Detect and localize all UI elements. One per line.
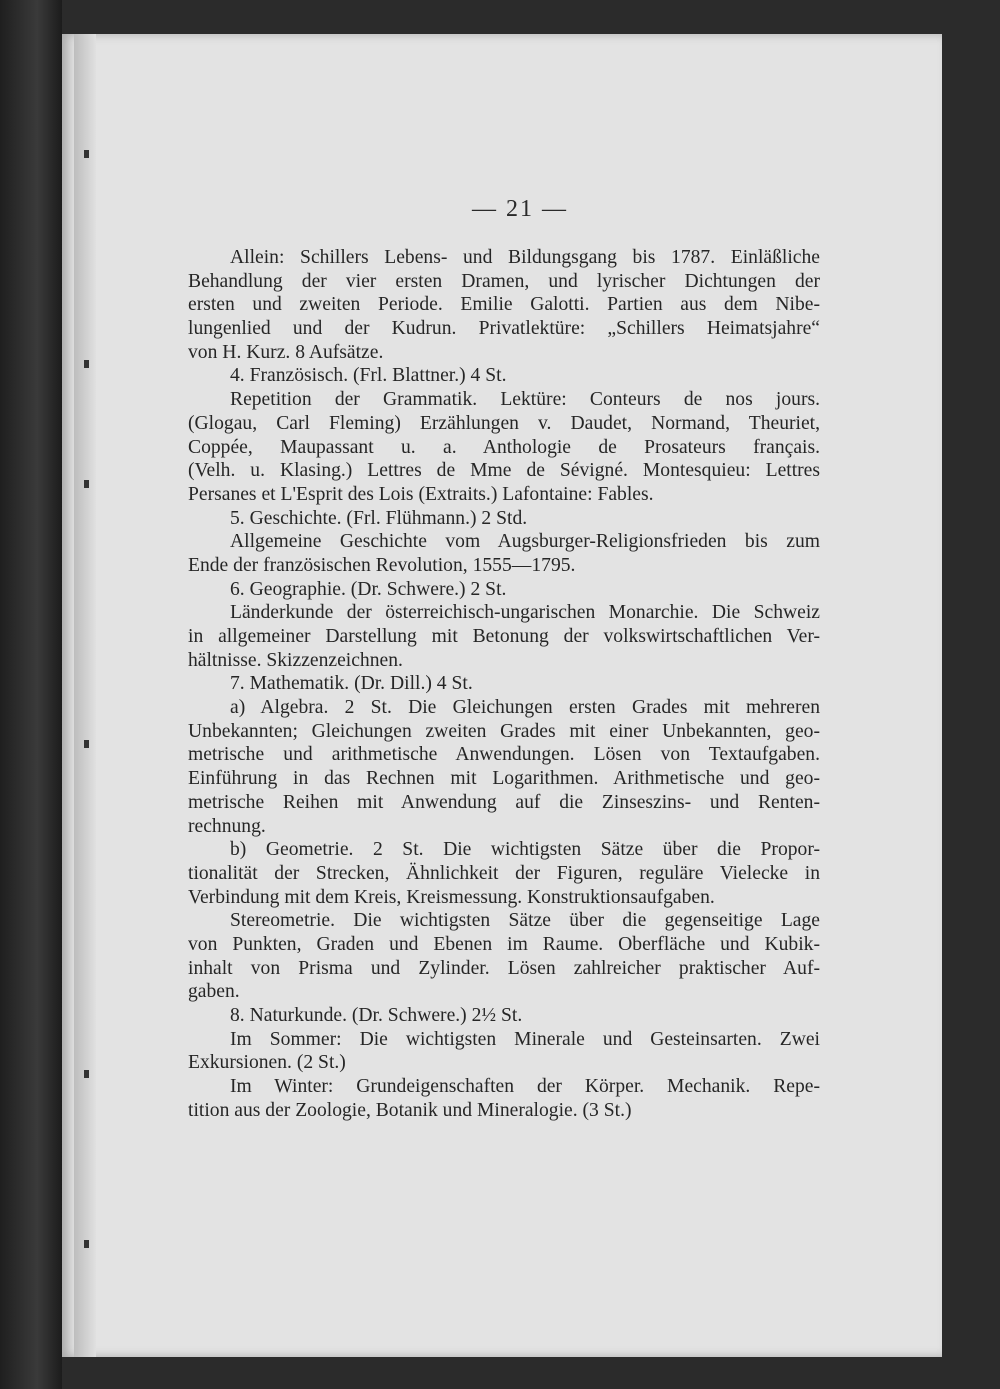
text-line: gaben. <box>188 981 240 1003</box>
text-line: Ende der französischen Revolution, 1555—1795. <box>188 554 576 576</box>
text-line: Behandlung der vier ersten Dramen, und lyrischer Dichtungen der <box>188 270 820 292</box>
binding-mark <box>84 1070 89 1078</box>
text-line: metrische und arithmetische Anwendungen. Lösen von Textaufgaben. <box>188 744 820 766</box>
text-line: Allein: Schillers Lebens- und Bildungsgang bis 1787. Einläßliche <box>230 247 820 268</box>
text-line: Länderkunde der österreichisch-ungarischen Monarchie. Die Schweiz <box>230 602 820 624</box>
scan-background <box>0 0 62 1389</box>
text-line: von Punkten, Graden und Ebenen im Raume. Oberfläche und Kubik- <box>188 933 820 955</box>
text-line: 8. Naturkunde. (Dr. Schwere.) 2½ St. <box>230 1005 523 1026</box>
text-line: inhalt von Prisma und Zylinder. Lösen zahlreicher praktischer Auf- <box>188 957 820 979</box>
binding-mark <box>84 150 89 158</box>
binding-mark <box>84 480 89 488</box>
text-line: 7. Mathematik. (Dr. Dill.) 4 St. <box>230 673 473 695</box>
text-line: lungenlied und der Kudrun. Privatlektüre: „Schillers Heimatsjahre“ <box>188 318 820 340</box>
text-line: rechnung. <box>188 815 266 837</box>
text-line: von H. Kurz. 8 Aufsätze. <box>188 341 384 363</box>
text-line: b) Geometrie. 2 St. Die wichtigsten Sätze über die Propor- <box>230 839 820 861</box>
binding-mark <box>84 1240 89 1248</box>
text-line: Exkursionen. (2 St.) <box>188 1052 346 1074</box>
binding-mark <box>84 740 89 748</box>
text-line: Einführung in das Rechnen mit Logarithmen. Arithmetische und geo- <box>188 768 820 790</box>
text-line: ersten und zweiten Periode. Emilie Galotti. Partien aus dem Nibe- <box>188 294 820 316</box>
text-line: a) Algebra. 2 St. Die Gleichungen ersten Grades mit mehreren <box>230 697 820 719</box>
text-line: Stereometrie. Die wichtigsten Sätze über die gegenseitige Lage <box>230 910 820 932</box>
text-line: Allgemeine Geschichte vom Augsburger-Religionsfrieden bis zum <box>230 531 820 553</box>
text-line: tionalität der Strecken, Ähnlichkeit der Figuren, reguläre Vielecke in <box>188 862 820 884</box>
text-line: 5. Geschichte. (Frl. Flühmann.) 2 Std. <box>230 507 528 529</box>
text-line: Repetition der Grammatik. Lektüre: Conteurs de nos jours. <box>230 389 820 411</box>
text-line: in allgemeiner Darstellung mit Betonung der volkswirtschaftlichen Ver- <box>188 626 820 647</box>
text-line: Verbindung mit dem Kreis, Kreismessung. Konstruktionsaufgaben. <box>188 886 715 908</box>
text-line: Unbekannten; Gleichungen zweiten Grades mit einer Unbekannten, geo- <box>188 720 820 742</box>
text-line: tition aus der Zoologie, Botanik und Mineralogie. (3 St.) <box>188 1099 632 1121</box>
body-text <box>188 246 820 1122</box>
text-line: Persanes et L'Esprit des Lois (Extraits.) Lafontaine: Fables. <box>188 483 654 505</box>
binding-mark <box>84 360 89 368</box>
text-line: metrische Reihen mit Anwendung auf die Zinseszins- und Renten- <box>188 791 820 813</box>
page-number: — 21 — <box>472 196 568 222</box>
page-gutter <box>74 34 96 1357</box>
text-line: (Velh. u. Klasing.) Lettres de Mme de Sévigné. Montesquieu: Lettres <box>188 460 820 482</box>
text-line: hältnisse. Skizzenzeichnen. <box>188 649 403 671</box>
text-line: 4. Französisch. (Frl. Blattner.) 4 St. <box>230 365 507 387</box>
text-line: Im Winter: Grundeigenschaften der Körper. Mechanik. Repe- <box>230 1076 820 1098</box>
text-line: Im Sommer: Die wichtigsten Minerale und Gesteinsarten. Zwei <box>230 1028 820 1050</box>
text-line: Coppée, Maupassant u. a. Anthologie de Prosateurs français. <box>188 436 820 458</box>
text-line: 6. Geographie. (Dr. Schwere.) 2 St. <box>230 578 507 600</box>
text-line: (Glogau, Carl Fleming) Erzählungen v. Daudet, Normand, Theuriet, <box>188 412 820 434</box>
